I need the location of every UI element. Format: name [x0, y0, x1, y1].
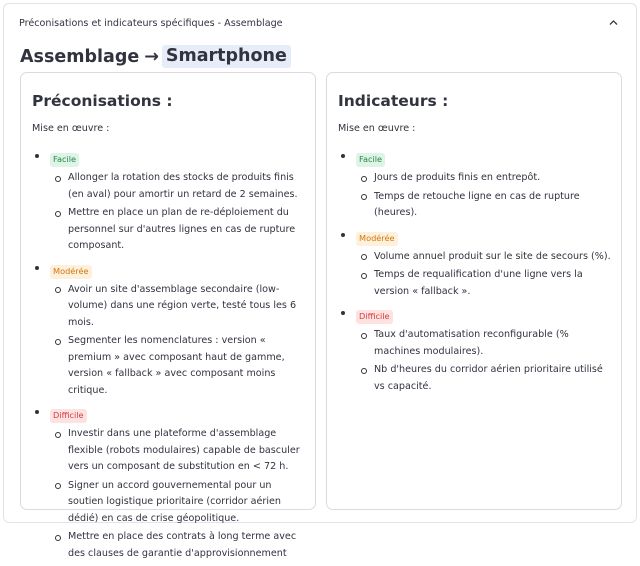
page-title — [20, 45, 291, 68]
preconisations-card — [20, 72, 316, 559]
badge-hard: Difficile — [50, 409, 87, 423]
item-list — [356, 327, 613, 395]
list-item: Mettre en place des contrats à long terme avec des clauses de garantie d'approvisionnement — [68, 529, 307, 562]
list-item: Investir dans une plateforme d'assemblage flexible (robots modulaires) capable de basculer vers un composant de substitution en < 72 h. — [68, 426, 307, 476]
item-list — [50, 282, 307, 400]
expander-header[interactable] — [4, 4, 636, 42]
list-item: Nb d'heures du corridor aérien prioritaire utilisé vs capacité. — [374, 362, 613, 395]
list-item: Avoir un site d'assemblage secondaire (low-volume) dans une région verte, testé tous les 6 mois. — [68, 282, 307, 332]
preconisations-title: Préconisations : — [32, 92, 173, 110]
level-hard — [338, 304, 613, 395]
indicateurs-subtitle: Mise en œuvre : — [338, 123, 416, 134]
level-medium — [32, 259, 307, 400]
indicateurs-card — [326, 72, 622, 510]
expander-label: Préconisations et indicateurs spécifiques - Assemblage — [19, 17, 283, 29]
badge-medium: Modérée — [356, 232, 398, 246]
preconisations-subtitle: Mise en œuvre : — [32, 123, 110, 134]
level-hard — [32, 403, 307, 562]
list-item: Mettre en place un plan de re-déploiement du personnel sur d'autres lignes en cas de rupture composant. — [68, 205, 307, 255]
preconisations-levels — [32, 147, 307, 566]
list-item: Temps de requalification d'une ligne vers la version « fallback ». — [374, 267, 613, 300]
title-prefix: Assemblage — [20, 46, 140, 67]
indicateurs-levels — [338, 147, 613, 399]
item-list — [50, 426, 307, 562]
arrow-icon: → — [144, 46, 159, 67]
level-easy — [32, 147, 307, 255]
title-highlight: Smartphone — [162, 45, 291, 68]
chevron-up-icon[interactable] — [609, 18, 618, 27]
item-list — [356, 170, 613, 222]
expander — [3, 3, 637, 559]
badge-medium: Modérée — [50, 265, 92, 279]
indicateurs-title: Indicateurs : — [338, 92, 449, 110]
list-item: Volume annuel produit sur le site de secours (%). — [374, 249, 613, 266]
list-item: Temps de retouche ligne en cas de rupture (heures). — [374, 189, 613, 222]
level-easy — [338, 147, 613, 222]
badge-easy: Facile — [50, 153, 79, 167]
list-item: Allonger la rotation des stocks de produits finis (en aval) pour amortir un retard de 2 semaines. — [68, 170, 307, 203]
item-list — [356, 249, 613, 301]
badge-easy: Facile — [356, 153, 385, 167]
list-item: Taux d'automatisation reconfigurable (% machines modulaires). — [374, 327, 613, 360]
badge-hard: Difficile — [356, 310, 393, 324]
list-item: Jours de produits finis en entrepôt. — [374, 170, 613, 187]
item-list — [50, 170, 307, 255]
level-medium — [338, 226, 613, 301]
list-item: Signer un accord gouvernemental pour un soutien logistique prioritaire (corridor aérien dédié) en cas de crise géopolitique. — [68, 478, 307, 528]
list-item: Segmenter les nomenclatures : version « premium » avec composant haut de gamme, version « fallback » avec composant moins critique. — [68, 333, 307, 399]
